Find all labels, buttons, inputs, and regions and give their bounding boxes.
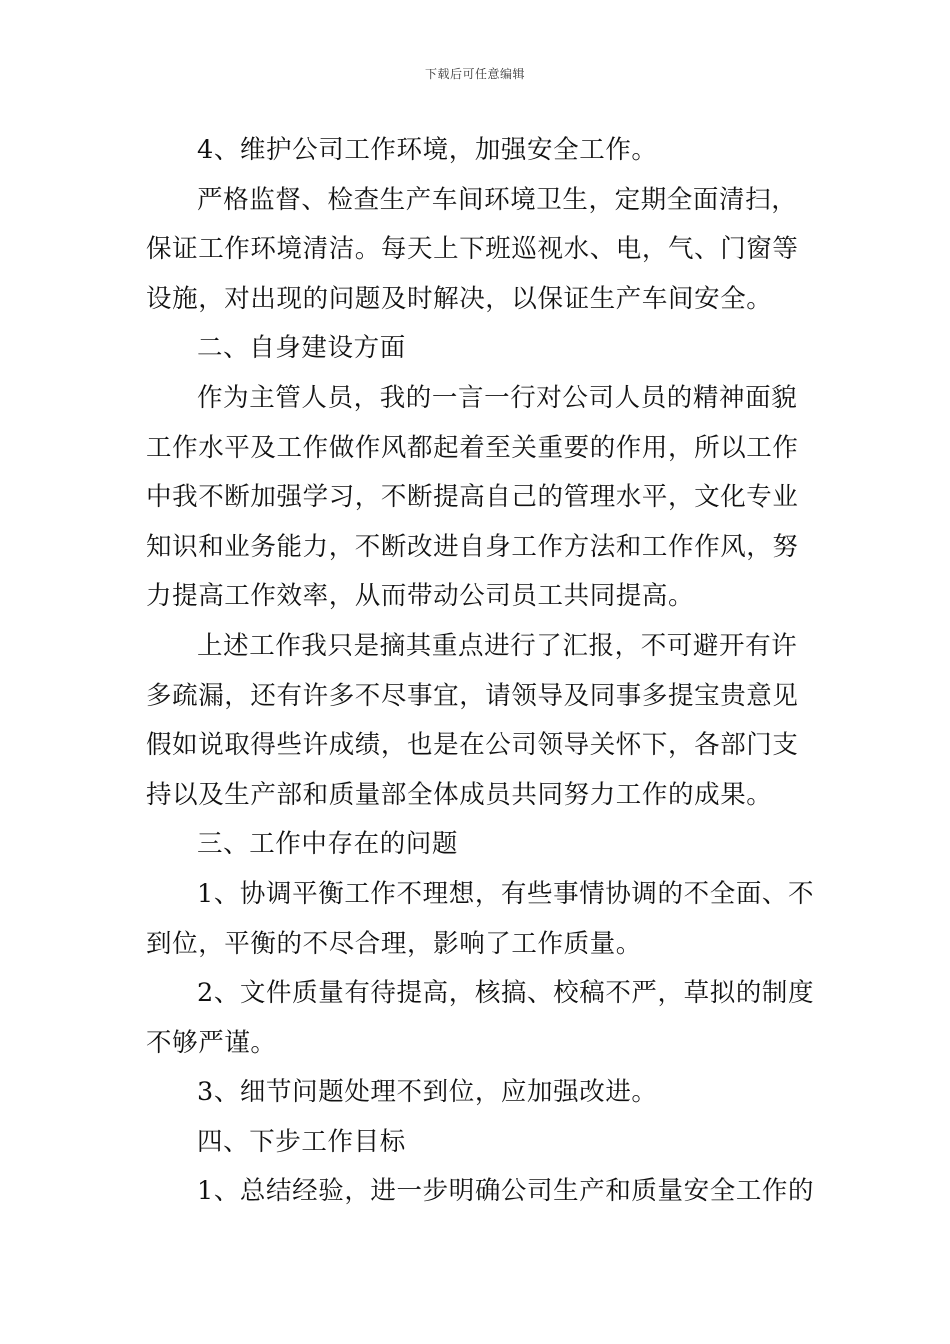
text-line: 二、自身建设方面	[197, 333, 406, 364]
text-line: 保证工作环境清洁。每天上下班巡视水、电，气、门窗等	[146, 234, 799, 265]
text-line: 设施，对出现的问题及时解决，以保证生产车间安全。	[146, 283, 773, 314]
document-body	[146, 126, 815, 1217]
text-line: 工作水平及工作做作风都起着至关重要的作用，所以工作	[146, 432, 799, 463]
text-line: 4、维护公司工作环境，加强安全工作。	[197, 135, 658, 165]
text-line: 3、细节问题处理不到位，应加强改进。	[197, 1077, 658, 1108]
text-line: 1、总结经验，进一步明确公司生产和质量安全工作的	[197, 1176, 815, 1207]
text-line: 2、文件质量有待提高，核搞、校稿不严，草拟的制度	[197, 978, 815, 1009]
text-line: 上述工作我只是摘其重点进行了汇报，不可避开有许	[197, 630, 798, 661]
text-line: 力提高工作效率，从而带动公司员工共同提高。	[146, 581, 695, 612]
page-header: 下载后可任意编辑	[424, 67, 525, 81]
text-line: 持以及生产部和质量部全体成员共同努力工作的成果。	[146, 779, 773, 810]
text-line: 作为主管人员，我的一言一行对公司人员的精神面貌	[197, 382, 798, 413]
text-line: 三、工作中存在的问题	[197, 829, 459, 860]
text-line: 中我不断加强学习，不断提高自己的管理水平，文化专业	[146, 482, 799, 513]
text-line: 到位，平衡的不尽合理，影响了工作质量。	[146, 928, 642, 959]
text-line: 1、协调平衡工作不理想，有些事情协调的不全面、不	[197, 878, 815, 909]
text-line: 四、下步工作目标	[197, 1126, 406, 1157]
text-line: 严格监督、检查生产车间环境卫生，定期全面清扫，	[197, 184, 798, 215]
text-line: 假如说取得些许成绩，也是在公司领导关怀下，各部门支	[146, 730, 799, 761]
text-line: 不够严谨。	[146, 1027, 277, 1058]
text-line: 知识和业务能力，不断改进自身工作方法和工作作风，努	[146, 531, 799, 562]
text-line: 多疏漏，还有许多不尽事宜，请领导及同事多提宝贵意见	[146, 680, 799, 711]
